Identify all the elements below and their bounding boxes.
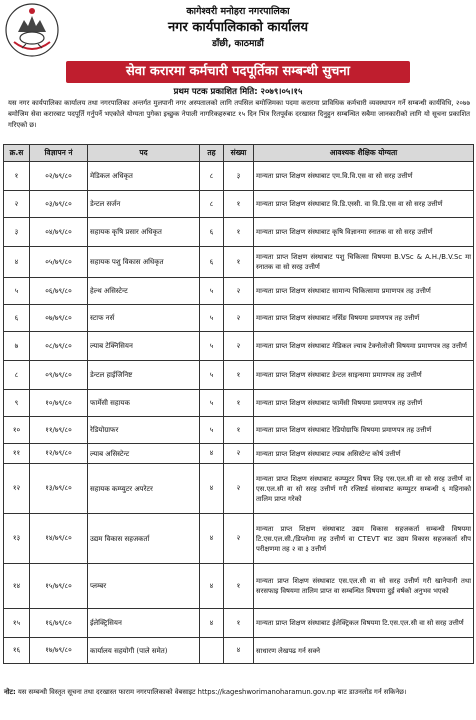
table-row	[4, 247, 474, 278]
row-post: ल्याब टेक्निसियन	[88, 332, 200, 361]
table-row	[4, 564, 474, 609]
row-level: ५	[200, 361, 224, 390]
row-post: रेडियोग्राफर	[88, 417, 200, 444]
table-row	[4, 162, 474, 191]
row-count: २	[224, 444, 254, 464]
table-row	[4, 514, 474, 564]
footer-note	[4, 687, 472, 698]
row-post: फार्मेसी सहायक	[88, 390, 200, 417]
table-row	[4, 609, 474, 638]
header-ad-number: विज्ञापन नं	[30, 145, 88, 162]
table-row	[4, 361, 474, 390]
row-ad-number: ०९/७९/८०	[30, 361, 88, 390]
office-address: डाँछी, काठमाडौं	[212, 39, 264, 49]
row-ad-number: ०६/७९/८०	[30, 278, 88, 305]
row-serial: १६	[4, 638, 30, 664]
municipality-name: कागेश्वरी मनोहरा नगरपालिका	[186, 6, 290, 17]
row-ad-number: १६/७९/८०	[30, 609, 88, 638]
row-qualification: मान्यता प्राप्त शिक्षण संस्थाबाट नर्सिङ विषयमा प्रमाणपत्र तह उत्तीर्ण	[254, 305, 474, 332]
row-count: १	[224, 191, 254, 218]
header-level: तह	[200, 145, 224, 162]
row-level: ४	[200, 609, 224, 638]
row-ad-number: १४/७९/८०	[30, 514, 88, 564]
row-qualification: मान्यता प्राप्त शिक्षण संस्थाबाट कृषि विज्ञानमा स्नातक वा सो सरह उत्तीर्ण	[254, 218, 474, 247]
row-count: ३	[224, 162, 254, 191]
row-count: २	[224, 332, 254, 361]
table-row	[4, 444, 474, 464]
table-row	[4, 305, 474, 332]
table-row	[4, 390, 474, 417]
table-header-row	[4, 145, 474, 162]
row-post: डेन्टल सर्जन	[88, 191, 200, 218]
row-level: ८	[200, 162, 224, 191]
row-ad-number: ११/७९/८०	[30, 417, 88, 444]
row-count: १	[224, 609, 254, 638]
row-post: सहायक कम्प्युटर अपरेटर	[88, 464, 200, 514]
note-suffix: बाट डाउनलोड गर्न सकिनेछ।	[337, 688, 407, 696]
row-qualification: मान्यता प्राप्त शिक्षण संस्थाबाट ईलेक्ट्रिकल विषयमा टि.एस.एल.सी वा सो सरह उत्तीर्ण	[254, 609, 474, 638]
row-qualification: मान्यता प्राप्त शिक्षण संस्थाबाट ल्याब असिस्टेन्ट कोर्ष उत्तीर्ण	[254, 444, 474, 464]
row-ad-number: १०/७९/८०	[30, 390, 88, 417]
row-serial: २	[4, 191, 30, 218]
row-level: ५	[200, 332, 224, 361]
row-ad-number: ०४/७९/८०	[30, 218, 88, 247]
row-level: ४	[200, 564, 224, 609]
table-row	[4, 218, 474, 247]
row-post: हेल्थ असिस्टेन्ट	[88, 278, 200, 305]
row-serial: १३	[4, 514, 30, 564]
row-ad-number: ०३/७९/८०	[30, 191, 88, 218]
row-level: ५	[200, 305, 224, 332]
row-ad-number: १५/७९/८०	[30, 564, 88, 609]
row-ad-number: १२/७९/८०	[30, 444, 88, 464]
row-serial: ७	[4, 332, 30, 361]
website-link[interactable]: https://kageshworimanoharamun.gov.np	[197, 688, 336, 696]
row-level: ४	[200, 514, 224, 564]
row-level	[200, 638, 224, 664]
row-post: प्लम्बर	[88, 564, 200, 609]
row-count: ४	[224, 638, 254, 664]
row-post: स्टाफ नर्स	[88, 305, 200, 332]
row-count: १	[224, 247, 254, 278]
note-text: यस सम्बन्धी विस्तृत सूचना तथा दरखास्त फाराम नगरपालिकाको वेबसाइट	[17, 688, 196, 696]
row-post: सहायक पशु विकास अधिकृत	[88, 247, 200, 278]
row-ad-number: ०७/७९/८०	[30, 305, 88, 332]
row-qualification: मान्यता प्राप्त शिक्षण संस्थाबाट सामान्य चिकित्सामा प्रमाणपत्र तह उत्तीर्ण	[254, 278, 474, 305]
row-post: सहायक कृषि प्रसार अधिकृत	[88, 218, 200, 247]
row-serial: १४	[4, 564, 30, 609]
row-count: २	[224, 514, 254, 564]
vacancy-table	[3, 144, 474, 664]
row-qualification: मान्यता प्राप्त शिक्षण संस्थाबाट उद्यम विकास सहजकर्ता सम्बन्धी विषयमा टि.एस.एल.सी./डिप्लोमा तह उत्तीर्ण वा CTEVT बाट उद्यम विकास सहजकर्ता सीप परीक्षणमा तह २ वा ३ उत्तीर्ण	[254, 514, 474, 564]
row-level: ५	[200, 390, 224, 417]
row-qualification: मान्यता प्राप्त शिक्षण संस्थाबाट फार्मेसी विषयमा प्रमाणपत्र तह उत्तीर्ण	[254, 390, 474, 417]
row-serial: १	[4, 162, 30, 191]
row-level: ५	[200, 417, 224, 444]
table-row	[4, 417, 474, 444]
row-qualification: साधारण लेखपढ गर्न सक्ने	[254, 638, 474, 664]
row-count: १	[224, 564, 254, 609]
header-count: संख्या	[224, 145, 254, 162]
header-serial: क्र.स	[4, 145, 30, 162]
header-post: पद	[88, 145, 200, 162]
row-post: डेन्टल हाईजिनिष्ट	[88, 361, 200, 390]
intro-paragraph: यस नगर कार्यपालिका कार्यालय तथा नगरपालिका अन्तर्गत मुलपानी नगर अस्पतालको लागि तपसिल बमोजिमका पदमा करारमा प्राविधिक कर्मचारी व्यवस्थापन गर्ने सम्बन्धी कार्यविधि, २०७७ बमोजिम सेवा करारबाट पदपूर्ति गर्नुपर्ने भएकोले योग्यता पुगेका इच्छुक नेपाली नागरिकहरुबाट १५ दिन भित्र रितपूर्वक दरखास्त दिनुहुन सम्बन्धित सबैमा जानकारीको लागि यो सूचना प्रकाशित गरिएको छ।	[8, 99, 470, 129]
row-level: ६	[200, 247, 224, 278]
header-qualification: आवश्यक शैक्षिक योग्यता	[254, 145, 474, 162]
row-level: ४	[200, 444, 224, 464]
row-serial: ११	[4, 444, 30, 464]
row-post: ईलेक्ट्रिसियन	[88, 609, 200, 638]
publication-date: प्रथम पटक प्रकाशित मिति: २०७९।०५।१५	[173, 87, 303, 97]
row-qualification: मान्यता प्राप्त शिक्षण संस्थाबाट वि.डि.एस्सी. वा वि.डि.एस वा सो सरह उत्तीर्ण	[254, 191, 474, 218]
row-level: ४	[200, 464, 224, 514]
office-name: नगर कार्यपालिकाको कार्यालय	[167, 20, 309, 35]
row-count: १	[224, 390, 254, 417]
notice-title-banner: सेवा करारमा कर्मचारी पदपूर्तिका सम्बन्धी सुचना	[66, 61, 410, 83]
notice-header	[0, 0, 476, 60]
row-serial: ६	[4, 305, 30, 332]
note-label: नोट:	[4, 688, 16, 696]
vacancy-table-body	[4, 162, 474, 664]
row-serial: ४	[4, 247, 30, 278]
row-level: ६	[200, 218, 224, 247]
row-level: ५	[200, 278, 224, 305]
row-serial: ८	[4, 361, 30, 390]
row-serial: ३	[4, 218, 30, 247]
row-qualification: मान्यता प्राप्त शिक्षण संस्थाबाट कम्प्युटर विषय लिइ एस.एल.सी वा सो सरह उत्तीर्ण वा एस.एल.सी वा सो सरह उत्तीर्ण गरी रजिष्टर्ड संस्थाबाट कम्प्युटर सम्बन्धी ६ महिनाको तालिम प्राप्त गरेको	[254, 464, 474, 514]
row-serial: ९	[4, 390, 30, 417]
row-ad-number: १३/७९/८०	[30, 464, 88, 514]
row-count: २	[224, 278, 254, 305]
row-qualification: मान्यता प्राप्त शिक्षण संस्थाबाट रेडियोग्राफि विषयमा प्रमाणपत्र तह उत्तीर्ण	[254, 417, 474, 444]
row-qualification: मान्यता प्राप्त शिक्षण संस्थाबाट डेन्टल साइन्समा प्रमाणपत्र तह उत्तीर्ण	[254, 361, 474, 390]
row-post: उद्यम विकास सहजकर्ता	[88, 514, 200, 564]
row-serial: १५	[4, 609, 30, 638]
row-post: मेडिकल अधिकृत	[88, 162, 200, 191]
row-level: ८	[200, 191, 224, 218]
table-row	[4, 278, 474, 305]
row-post: कार्यालय सहयोगी (पाले समेत)	[88, 638, 200, 664]
table-row	[4, 638, 474, 664]
row-ad-number: १७/७९/८०	[30, 638, 88, 664]
row-count: २	[224, 305, 254, 332]
table-row	[4, 332, 474, 361]
row-qualification: मान्यता प्राप्त शिक्षण संस्थाबाट एम.वि.वि.एस वा सो सरह उत्तीर्ण	[254, 162, 474, 191]
row-ad-number: ०२/७९/८०	[30, 162, 88, 191]
row-qualification: मान्यता प्राप्त शिक्षण संस्थाबाट पशु चिकित्सा विषयमा B.VSc & A.H./B.V.Sc मा स्नातक वा सो सरह उत्तीर्ण	[254, 247, 474, 278]
row-serial: ५	[4, 278, 30, 305]
row-count: १	[224, 218, 254, 247]
row-ad-number: ०५/७९/८०	[30, 247, 88, 278]
row-count: १	[224, 361, 254, 390]
table-row	[4, 191, 474, 218]
table-row	[4, 464, 474, 514]
row-serial: १०	[4, 417, 30, 444]
row-ad-number: ०८/७९/८०	[30, 332, 88, 361]
row-count: १	[224, 417, 254, 444]
row-count: २	[224, 464, 254, 514]
row-qualification: मान्यता प्राप्त शिक्षण संस्थाबाट मेडिकल ल्याब टेक्नोलोजी विषयमा प्रमाणपत्र तह उत्तीर्ण	[254, 332, 474, 361]
row-qualification: मान्यता प्राप्त शिक्षण संस्थाबाट एस.एल.सी वा सो सरह उत्तीर्ण गरी खानेपानी तथा सरसफाइ विषयमा तालिम प्राप्त वा सम्बन्धित विषयमा दुई वर्षको अनुभव भएको	[254, 564, 474, 609]
row-post: ल्याब असिस्टेन्ट	[88, 444, 200, 464]
row-serial: १२	[4, 464, 30, 514]
